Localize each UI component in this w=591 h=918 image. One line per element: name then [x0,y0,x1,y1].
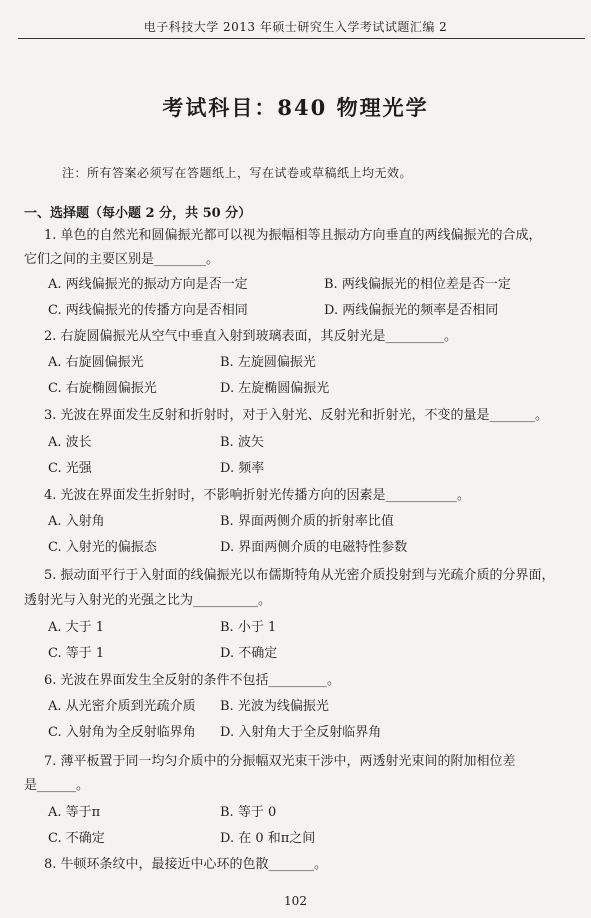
question-2-option-c: C. 右旋椭圆偏振光 [48,381,157,396]
question-4-option-d: D. 界面两侧介质的电磁特性参数 [220,540,408,555]
question-4-stem: 4. 光波在界面发生折射时，不影响折射光传播方向的因素是___________。 [44,488,471,503]
question-5-stem-cont: 透射光与入射光的光强之比为__________。 [24,593,272,608]
section-heading: 一、选择题（每小题 2 分，共 50 分） [24,206,252,221]
question-6-option-a: A. 从光密介质到光疏介质 [48,699,196,714]
question-7-stem: 7. 薄平板置于同一均匀介质中的分振幅双光束干涉中，两透射光束间的附加相位差 [44,754,516,769]
question-7-option-d: D. 在 0 和π之间 [220,831,316,846]
question-1-option-c: C. 两线偏振光的传播方向是否相同 [48,303,248,318]
question-3-option-d: D. 频率 [220,461,265,476]
page-header: 电子科技大学 2013 年硕士研究生入学考试试题汇编 2 [143,20,448,34]
question-3-option-a: A. 波长 [48,435,92,450]
question-8-stem: 8. 牛顿环条纹中，最接近中心环的色散_______。 [44,857,328,872]
exam-title: 考试科目：840 物理光学 [162,95,429,120]
question-7-option-a: A. 等于π [48,805,101,820]
question-1-option-a: A. 两线偏振光的振动方向是否一定 [48,277,248,292]
question-1-stem-cont: 它们之间的主要区别是________。 [24,252,220,267]
question-5-stem: 5. 振动面平行于入射面的线偏振光以布儒斯特角从光密介质投射到与光疏介质的分界面， [44,568,555,583]
question-1-stem: 1. 单色的自然光和圆偏振光都可以视为振幅相等且振动方向垂直的两线偏振光的合成， [44,228,542,243]
question-3-option-b: B. 波矢 [220,435,264,450]
header-divider [18,38,585,39]
question-2-option-b: B. 左旋圆偏振光 [220,355,316,370]
question-3-stem: 3. 光波在界面发生反射和折射时，对于入射光、反射光和折射光，不变的量是_______。 [44,408,549,423]
question-4-option-b: B. 界面两侧介质的折射率比值 [220,514,394,529]
question-5-option-d: D. 不确定 [220,646,278,661]
question-5-option-a: A. 大于 1 [48,620,105,635]
question-1-option-d: D. 两线偏振光的频率是否相同 [324,303,499,318]
question-6-option-b: B. 光波为线偏振光 [220,699,329,714]
question-7-stem-cont: 是______。 [24,778,90,793]
question-7-option-b: B. 等于 0 [220,805,277,820]
question-5-option-b: B. 小于 1 [220,620,277,635]
page-number: 102 [284,894,307,908]
question-4-option-c: C. 入射光的偏振态 [48,540,157,555]
question-7-option-c: C. 不确定 [48,831,105,846]
question-6-option-d: D. 入射角大于全反射临界角 [220,725,382,740]
question-2-stem: 2. 右旋圆偏振光从空气中垂直入射到玻璃表面，其反射光是_________。 [44,329,458,344]
question-3-option-c: C. 光强 [48,461,92,476]
question-6-option-c: C. 入射角为全反射临界角 [48,725,196,740]
question-5-option-c: C. 等于 1 [48,646,105,661]
question-6-stem: 6. 光波在界面发生全反射的条件不包括_________。 [44,673,341,688]
question-1-option-b: B. 两线偏振光的相位差是否一定 [324,277,511,292]
answer-note: 注：所有答案必须写在答题纸上，写在试卷或草稿纸上均无效。 [62,166,413,180]
question-4-option-a: A. 入射角 [48,514,105,529]
question-2-option-a: A. 右旋圆偏振光 [48,355,144,370]
question-2-option-d: D. 左旋椭圆偏振光 [220,381,330,396]
